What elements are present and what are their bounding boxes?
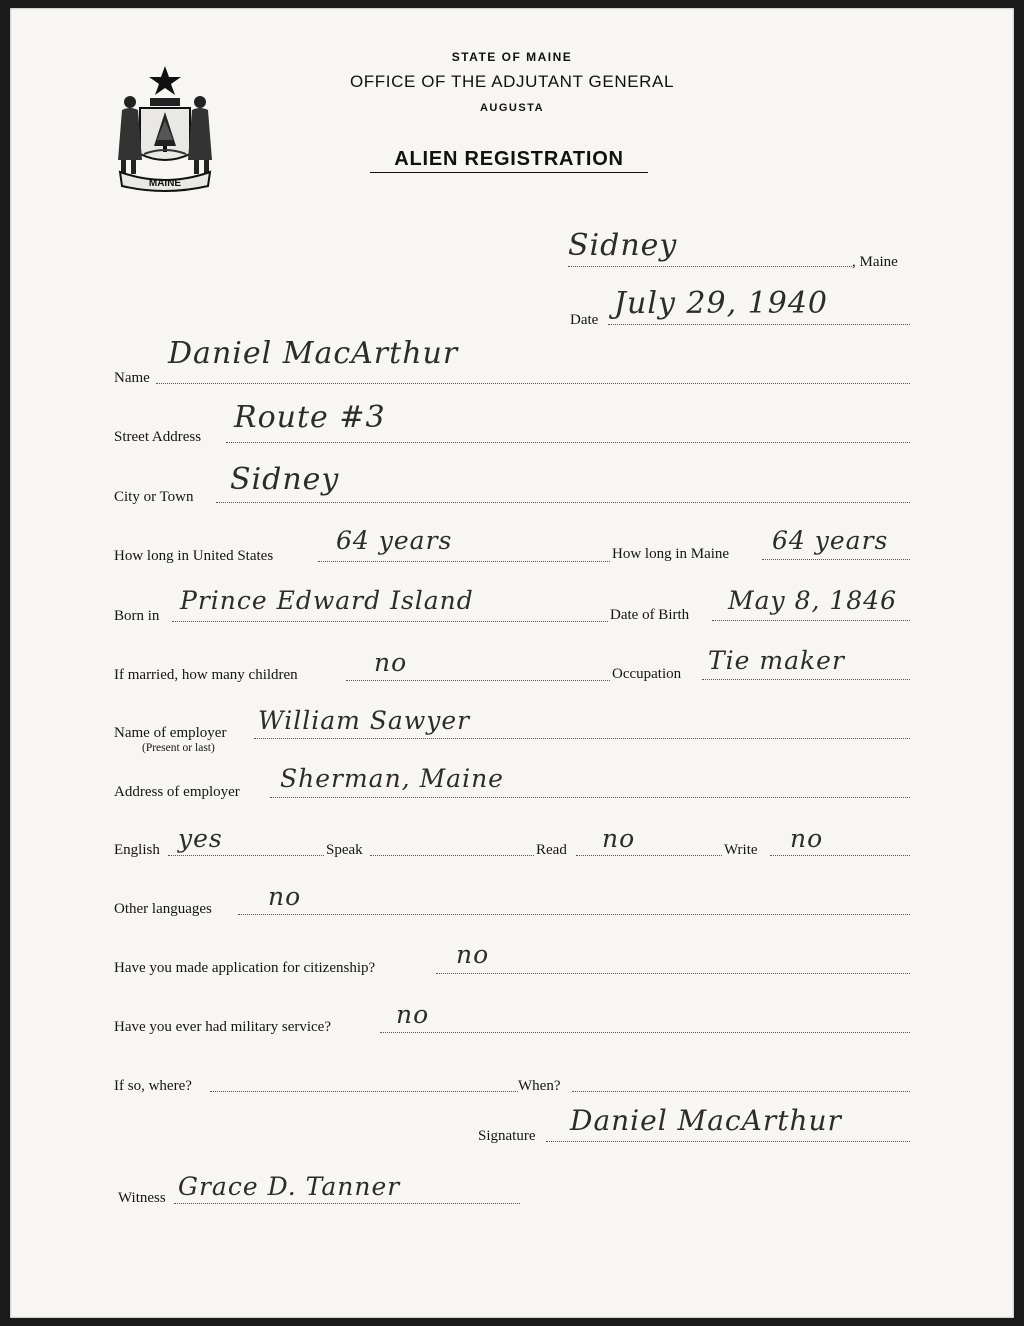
form-title: ALIEN REGISTRATION (370, 148, 648, 173)
maine-field-line (762, 559, 910, 560)
citizenship-field-line (436, 973, 910, 974)
read-field-line (576, 855, 722, 856)
english-value: yes (178, 824, 223, 853)
maine-label: How long in Maine (612, 546, 730, 562)
born-value: Prince Edward Island (180, 586, 474, 615)
children-value: no (374, 648, 408, 677)
city-label: City or Town (114, 489, 194, 505)
english-field-line (168, 855, 324, 856)
other-languages-value: no (268, 882, 302, 911)
employer-address-value: Sherman, Maine (280, 764, 504, 793)
occupation-value: Tie maker (708, 646, 845, 675)
street-value: Route #3 (234, 400, 386, 435)
witness-value: Grace D. Tanner (178, 1172, 401, 1201)
write-label: Write (724, 842, 758, 858)
read-label: Read (536, 842, 567, 858)
employer-value: William Sawyer (258, 706, 471, 735)
maine-value: 64 years (772, 526, 889, 555)
children-field-line (346, 680, 610, 681)
date-label: Date (570, 312, 599, 328)
english-label: English (114, 842, 160, 858)
header-city: AUGUSTA (479, 102, 545, 114)
street-field-line (226, 442, 910, 443)
place-value: Sidney (568, 228, 678, 263)
header-office: OFFICE OF THE ADJUTANT GENERAL (349, 72, 675, 91)
name-label: Name (114, 370, 150, 386)
citizenship-label: Have you made application for citizenship? (114, 960, 376, 976)
dob-field-line (712, 620, 910, 621)
dob-value: May 8, 1846 (728, 586, 897, 615)
employer-field-line (254, 738, 910, 739)
employer-address-label: Address of employer (114, 784, 240, 800)
military-label: Have you ever had military service? (114, 1019, 331, 1035)
city-value: Sidney (230, 462, 340, 497)
where-field-line (210, 1091, 518, 1092)
occupation-field-line (702, 679, 910, 680)
employer-address-field-line (270, 797, 910, 798)
form-page (10, 8, 1014, 1318)
military-field-line (380, 1032, 910, 1033)
name-field-line (156, 383, 910, 384)
employer-label: Name of employer (114, 725, 227, 741)
occupation-label: Occupation (612, 666, 682, 682)
citizenship-value: no (456, 940, 490, 969)
other-languages-label: Other languages (114, 901, 212, 917)
speak-label: Speak (326, 842, 363, 858)
date-value: July 29, 1940 (614, 286, 829, 321)
witness-label: Witness (118, 1190, 166, 1206)
signature-field-line (546, 1141, 910, 1142)
read-value: no (602, 824, 636, 853)
place-field-line (568, 266, 852, 267)
us-field-line (318, 561, 610, 562)
other-languages-field-line (238, 914, 910, 915)
born-field-line (172, 621, 608, 622)
signature-label: Signature (478, 1128, 536, 1144)
when-label: When? (518, 1078, 561, 1094)
us-label: How long in United States (114, 548, 274, 564)
date-field-line (608, 324, 910, 325)
when-field-line (572, 1091, 910, 1092)
write-field-line (770, 855, 910, 856)
where-label: If so, where? (114, 1078, 192, 1094)
place-label: , Maine (852, 254, 898, 270)
children-label: If married, how many children (114, 667, 298, 683)
street-label: Street Address (114, 429, 202, 445)
us-value: 64 years (336, 526, 453, 555)
write-value: no (790, 824, 824, 853)
employer-note: (Present or last) (142, 742, 215, 754)
signature-value: Daniel MacArthur (570, 1104, 842, 1137)
military-value: no (396, 1000, 430, 1029)
dob-label: Date of Birth (610, 607, 690, 623)
seal-label: MAINE (148, 178, 182, 189)
speak-field-line (370, 855, 534, 856)
name-value: Daniel MacArthur (168, 336, 459, 371)
city-field-line (216, 502, 910, 503)
witness-field-line (174, 1203, 520, 1204)
born-label: Born in (114, 608, 160, 624)
header-state: STATE OF MAINE (451, 50, 573, 64)
